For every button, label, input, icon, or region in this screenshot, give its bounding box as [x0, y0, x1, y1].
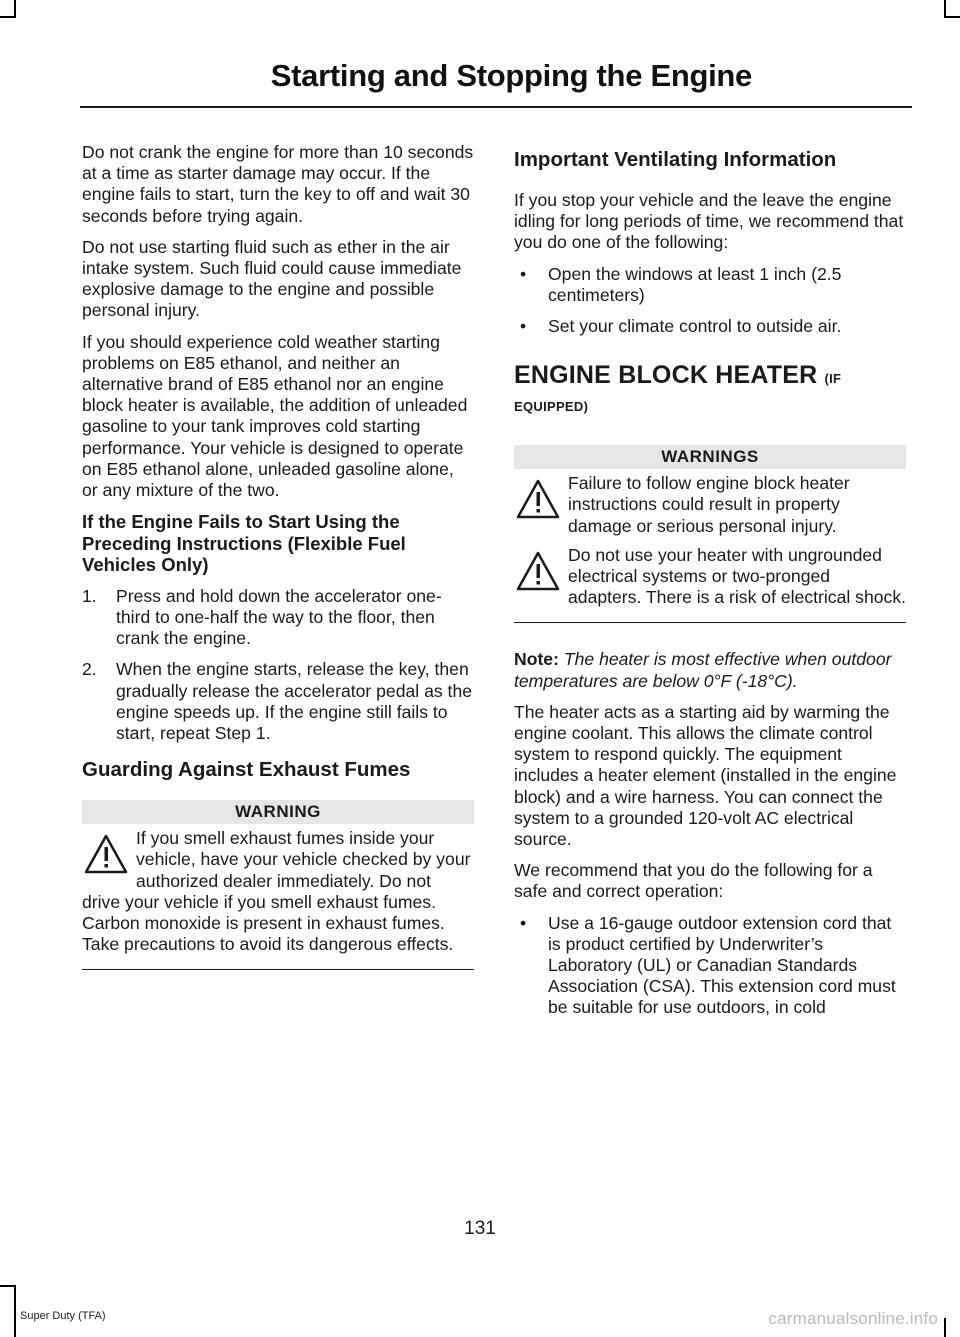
list-item	[514, 264, 906, 306]
warning-text: If you smell exhaust fumes inside your vehicle, have your vehicle checked by your authorized dealer immediately. Do not drive your vehicle if you smell exhaust fumes. Carbon monoxide is present in exhaust fumes. Take precautions to avoid its dangerous effects.	[82, 828, 471, 955]
paragraph: If you stop your vehicle and the leave the engine idling for long periods of time, we recommend that you do one of the following:	[514, 190, 904, 253]
warning-title: WARNING	[82, 800, 474, 824]
crop-mark	[14, 1285, 16, 1337]
list-item	[514, 316, 906, 337]
warning-entry	[514, 545, 906, 609]
crop-mark	[944, 16, 960, 18]
divider	[514, 622, 906, 623]
warning-text: Do not use your heater with ungrounded electrical systems or two-pronged adapters. There is a risk of electrical shock.	[568, 544, 907, 608]
major-heading-suffix: (IF	[824, 371, 842, 387]
list-item-text: Open the windows at least 1 inch (2.5 centimeters)	[548, 263, 842, 305]
left-column	[82, 142, 474, 990]
list-item-text: When the engine starts, release the key, then gradually release the accelerator pedal as the engine speeds up. If the engine still fails to start, repeat Step 1.	[116, 659, 473, 743]
paragraph: If you should experience cold weather starting problems on E85 ethanol, and neither an alternative brand of E85 ethanol nor an engine block heater is available, the addition of unleaded gasoline to your tank improves cold starting performance. Your vehicle is designed to operate on E85 ethanol alone, unleaded gasoline alone, or any mixture of the two.	[82, 331, 468, 501]
note-text: The heater is most effective when outdoor temperatures are below 0°F (-18°C).	[514, 649, 892, 691]
section-heading: Guarding Against Exhaust Fumes	[82, 758, 411, 782]
section-heading: Important Ventilating Information	[514, 148, 837, 171]
warning-triangle-icon	[514, 477, 562, 521]
footer-model: Super Duty (TFA)	[20, 1310, 106, 1322]
paragraph: The heater acts as a starting aid by warming the engine coolant. This allows the climate control system to respond quickly. The equipment includes a heater element (installed in the engine block) and a wire harness. You can connect the system to a grounded 120-volt AC electrical source.	[514, 701, 897, 850]
bullet-marker: •	[520, 912, 527, 933]
major-heading	[514, 361, 906, 393]
crop-mark	[944, 1318, 946, 1337]
bullet-marker: •	[520, 316, 527, 337]
crop-mark	[0, 1285, 16, 1287]
paragraph: Do not crank the engine for more than 10 seconds at a time as starter damage may occur. If the engine fails to start, turn the key to off and wait 30 seconds before trying again.	[82, 142, 474, 226]
major-heading-suffix: EQUIPPED)	[514, 399, 589, 415]
page-number: 131	[464, 1218, 496, 1239]
list-item	[514, 913, 906, 1019]
crop-mark	[0, 16, 16, 18]
header-rule	[80, 106, 912, 108]
warning-text: Failure to follow engine block heater instructions could result in property damage or serious personal injury.	[568, 473, 850, 536]
list-number: 1.	[82, 585, 97, 606]
warning-entry	[82, 828, 474, 955]
list-item-text: Set your climate control to outside air.	[548, 316, 842, 337]
page-title: Starting and Stopping the Engine	[270, 58, 752, 93]
subheading: If the Engine Fails to Start Using the Preceding Instructions (Flexible Fuel Vehicles Only)	[82, 511, 406, 576]
list-item-text: Use a 16-gauge outdoor extension cord that is product certified by Underwriter’s Laboratory (UL) or Canadian Standards Association (CSA). This extension cord must be suitable for use outdoors, in cold	[548, 912, 896, 1018]
divider	[82, 969, 474, 970]
paragraph: We recommend that you do the following for a safe and correct operation:	[514, 860, 873, 902]
list-number: 2.	[82, 659, 97, 680]
list-item-text: Press and hold down the accelerator one-third to one-half the way to the floor, then crank the engine.	[116, 585, 442, 649]
list-item	[82, 659, 474, 744]
warning-entry	[514, 473, 906, 537]
warnings-title: WARNINGS	[514, 445, 906, 469]
warning-triangle-icon	[514, 549, 562, 593]
bullet-marker: •	[520, 263, 527, 284]
major-heading-text: ENGINE BLOCK HEATER	[514, 361, 818, 390]
note	[514, 649, 906, 691]
warning-triangle-icon	[82, 832, 130, 876]
paragraph: Do not use starting fluid such as ether in the air intake system. Such fluid could cause immediate explosive damage to the engine and possible personal injury.	[82, 236, 462, 321]
list-item	[82, 586, 474, 650]
right-column	[514, 142, 906, 1029]
note-label: Note:	[514, 649, 559, 670]
watermark: carmanualsonline.info	[768, 1309, 938, 1328]
